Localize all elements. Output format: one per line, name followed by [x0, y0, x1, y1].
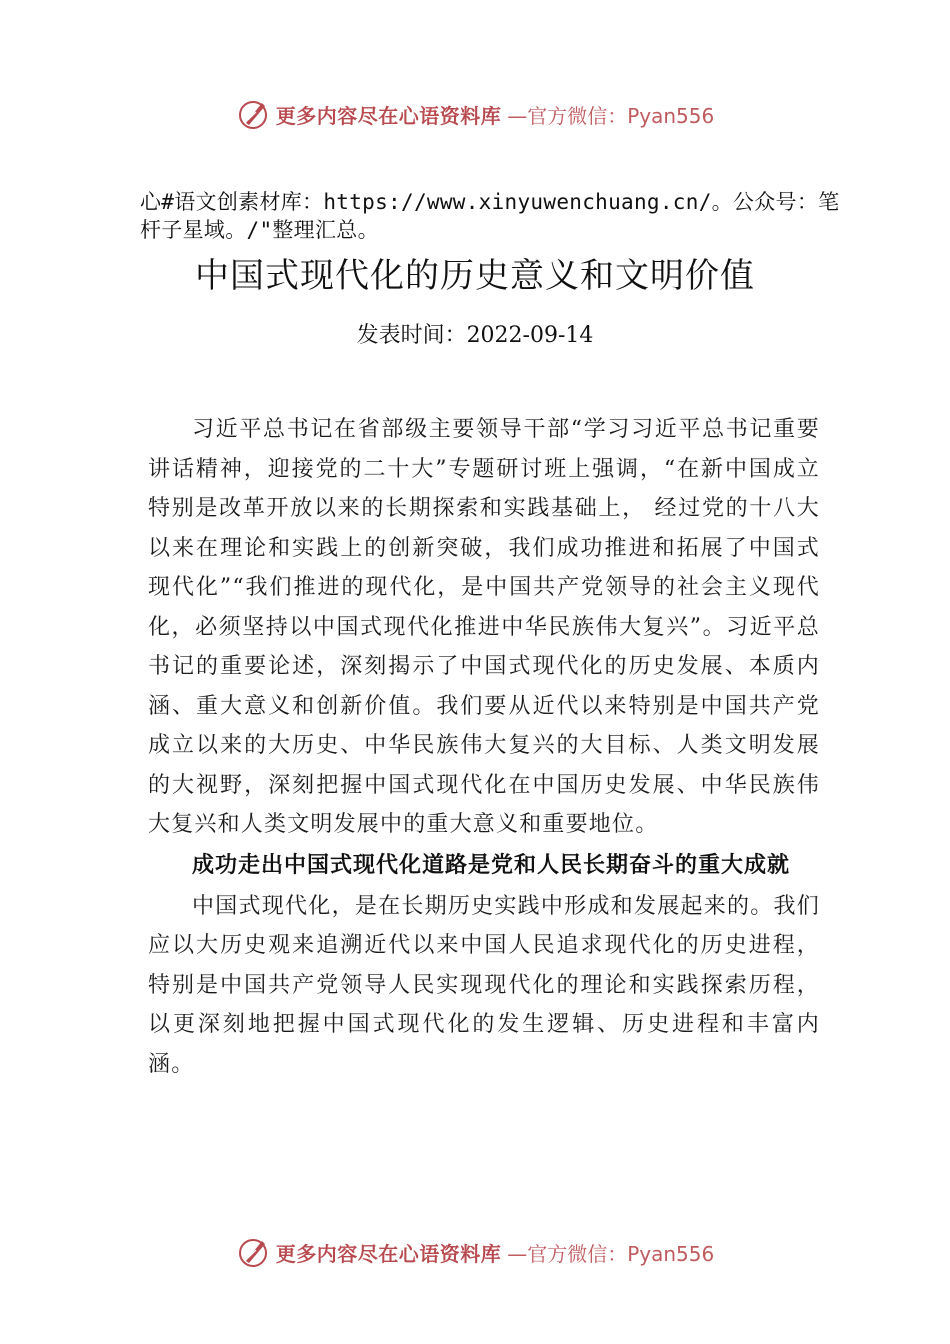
banner-account-text: —官方微信：Pyan556 — [507, 103, 715, 128]
paragraph-intro: 习近平总书记在省部级主要领导干部“学习习近平总书记重要讲话精神，迎接党的二十大”专题研讨班上强调，“在新中国成立特别是改革开放以来的长期探索和实践基础上， 经过党的十八大以来在理论和实践上的创新突破，我们成功推进和拓展了中国式现代化”“我们推进的现代化，是中国共产党领导的社会主义现代化，必须坚持以中国式现代化推进中华民族伟大复兴”。习近平总书记的重要论述，深刻揭示了中国式现代化的历史发展、本质内涵、重大意义和创新价值。我们要从近代以来特别是中国共产党成立以来的大历史、中华民族伟大复兴的大目标、人类文明发展的大视野，深刻把握中国式现代化在中国历史发展、中华民族伟大复兴和人类文明发展中的重大意义和重要地位。 — [148, 417, 820, 837]
page-title: 中国式现代化的历史意义和文明价值 — [195, 256, 755, 296]
banner-promo-text: 更多内容尽在心语资料库 — [275, 103, 502, 128]
banner-promo-text: 更多内容尽在心语资料库 — [275, 1241, 502, 1266]
paragraph-section-1: 中国式现代化，是在长期历史实践中形成和发展起来的。我们应以大历史观来追溯近代以来中国人民追求现代化的历史进程，特别是中国共产党领导人民实现现代化的理论和实践探索历程，以更深刻地把握中国式现代化的发生逻辑、历史进程和丰富内涵。 — [148, 893, 820, 1077]
header-watermark-banner — [0, 94, 950, 134]
quill-logo-icon — [236, 1234, 272, 1270]
source-attribution: 心#语文创素材库：https://www.xinyuwenchuang.cn/。公众号：笔杆子星域。/"整理汇总。 — [140, 190, 840, 242]
footer-watermark-banner — [0, 1232, 950, 1272]
banner-account-text: —官方微信：Pyan556 — [507, 1241, 715, 1266]
publish-date: 发表时间：2022-09-14 — [356, 323, 594, 348]
article-body — [148, 410, 820, 1084]
section-heading: 成功走出中国式现代化道路是党和人民长期奋斗的重大成就 — [192, 852, 791, 878]
quill-logo-icon — [236, 96, 272, 132]
